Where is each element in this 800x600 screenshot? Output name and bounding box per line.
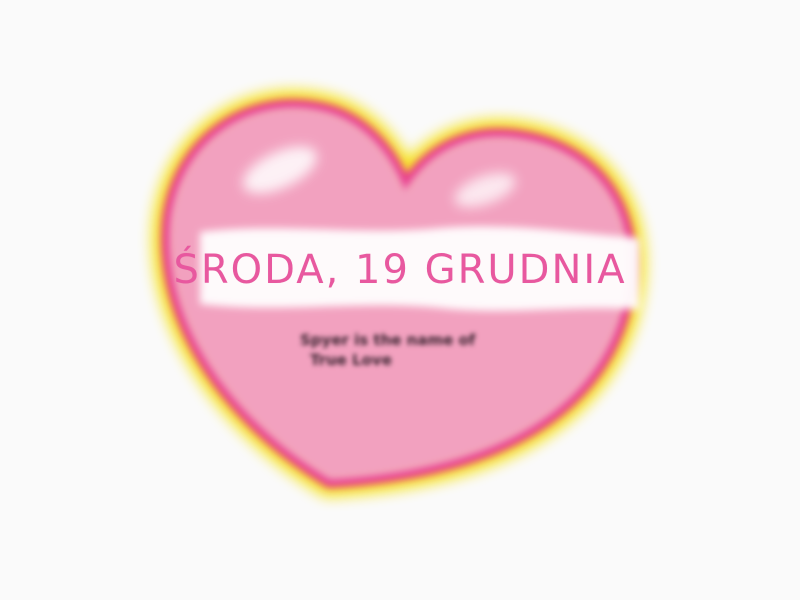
date-banner [0,238,800,302]
caption-line-1: Spyer is the name of [300,331,476,349]
date-label: ŚRODA, 19 GRUDNIA [173,247,627,293]
caption-line-2: True Love [310,351,392,369]
caption [300,330,540,370]
